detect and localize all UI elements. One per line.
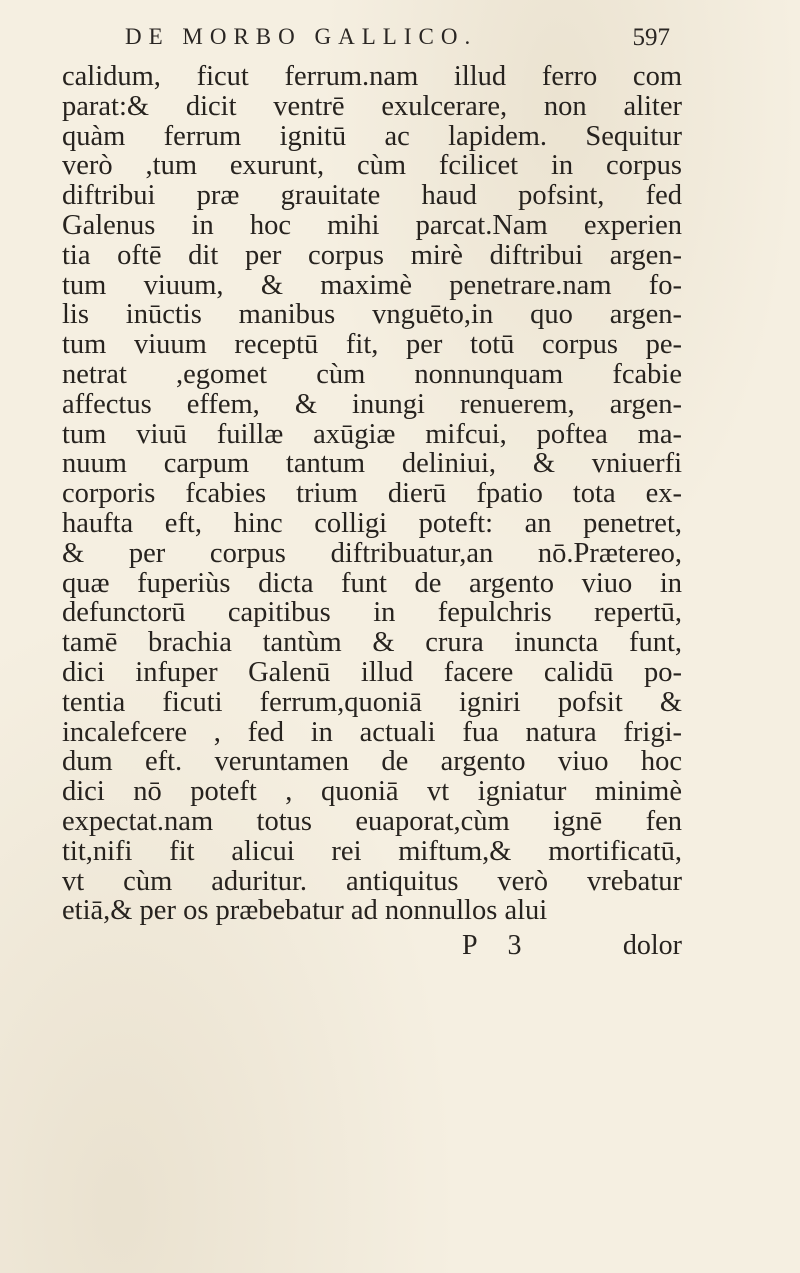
text-line: tia oftē dit per corpus mirè diftribui argen- [62,239,682,271]
text-line: haufta eft, hinc colligi poteft: an penetret, [62,507,682,539]
text-line: incalefcere , fed in actuali fua natura frigi- [62,716,682,748]
text-line: quæ fuperiùs dicta funt de argento viuo in [62,567,682,599]
text-line: affectus effem, & inungi renuerem, argen- [62,388,682,420]
text-line: tit,nifi fit alicui rei miftum,& mortificatū, [62,835,682,867]
text-line: calidum, ficut ferrum.nam illud ferro com [62,61,682,92]
text-line: nuum carpum tantum deliniui, & vniuerfi [62,448,682,480]
text-line: quàm ferrum ignitū ac lapidem. Sequitur [62,120,682,152]
catchword: dolor [622,930,682,962]
page-header [125,24,670,58]
text-line: lis inūctis manibus vnguēto,in quo argen- [62,299,682,331]
body-text [62,62,682,926]
text-line: defunctorū capitibus in fepulchris repertū, [62,597,682,629]
text-line: netrat ,egomet cùm nonnunquam fcabie [62,358,682,390]
page-number: 597 [632,24,670,51]
text-line: tamē brachia tantùm & crura inuncta funt, [62,627,682,659]
text-line: Galenus in hoc mihi parcat.Nam experien [62,209,682,241]
text-line: dici infuper Galenū illud facere calidū po- [62,656,682,688]
text-line: tentia ficuti ferrum,quoniā igniri pofsit & [62,686,682,718]
text-line: dici nō poteft , quoniā vt igniatur minimè [62,776,682,808]
text-line: tum viuum receptū fit, per totū corpus pe- [62,329,682,361]
text-line: diftribui præ grauitate haud pofsint, fed [62,180,682,212]
text-line: tum viuum, & maximè penetrare.nam fo- [62,269,682,301]
text-line: tum viuū fuillæ axūgiæ mifcui, poftea ma- [62,418,682,450]
text-line: corporis fcabies trium dierū fpatio tota ex- [62,478,682,510]
text-line: expectat.nam totus euaporat,cùm ignē fen [62,805,682,837]
text-line: & per corpus diftribuatur,an nō.Prætereo, [62,537,682,569]
running-title: DE MORBO GALLICO. [125,24,478,49]
signature-mark: P 3 [462,930,534,962]
text-line: dum eft. veruntamen de argento viuo hoc [62,746,682,778]
page-footer [62,930,682,966]
text-line: etiā,& per os præbebatur ad nonnullos alui [62,895,548,927]
text-line: parat:& dicit ventrē exulcerare, non aliter [62,90,682,122]
text-line: vt cùm aduritur. antiquitus verò vrebatur [62,865,682,897]
text-line: verò ,tum exurunt, cùm fcilicet in corpus [62,150,682,182]
